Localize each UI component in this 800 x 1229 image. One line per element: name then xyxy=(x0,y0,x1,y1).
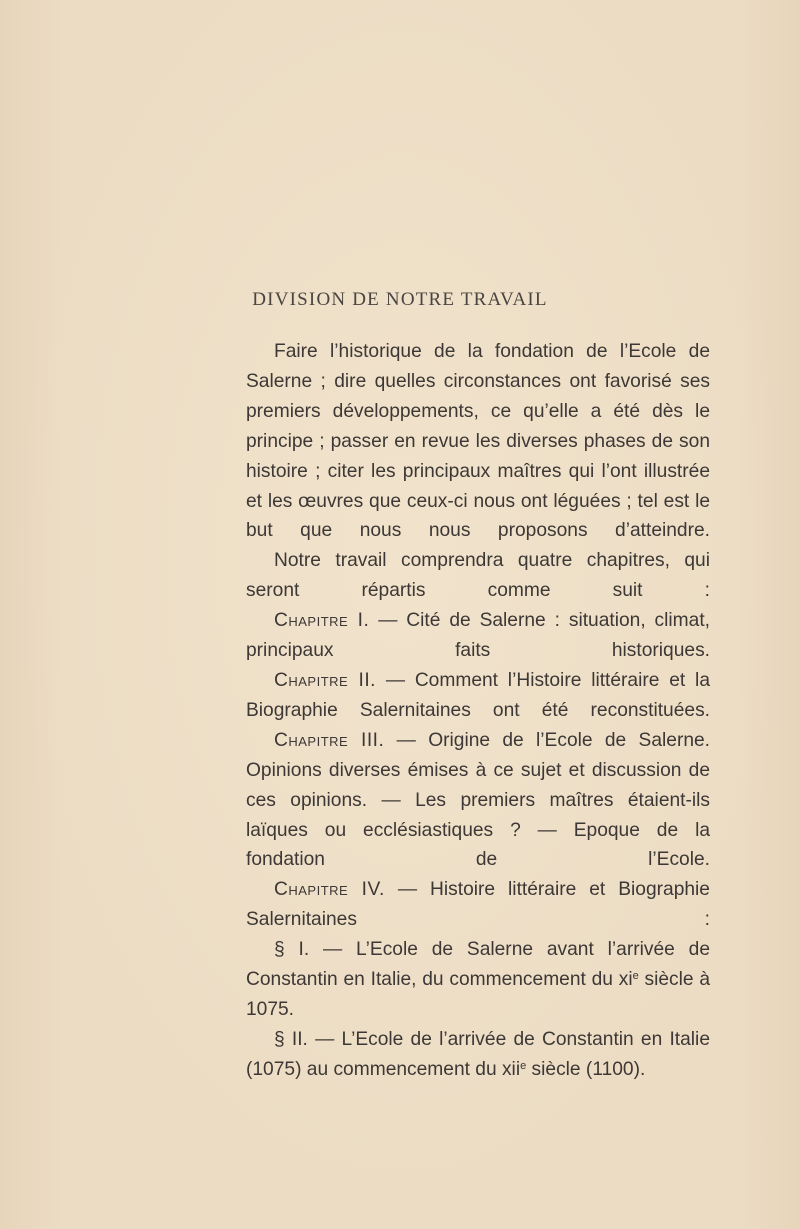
section-1-text-b: siècle à 1075. xyxy=(246,969,710,1020)
chapter-3-paragraph xyxy=(246,726,710,876)
chapter-4-paragraph xyxy=(246,875,710,935)
chapter-2-text: — Comment l’Histoire littéraire et la Biographie Salernitaines ont été reconstituées. xyxy=(246,669,710,721)
body-text xyxy=(246,337,710,1085)
section-1-superscript: e xyxy=(632,970,639,983)
chapter-1-paragraph xyxy=(246,606,710,666)
chapter-4-text: — Histoire littéraire et Biographie Salernitaines : xyxy=(246,879,710,931)
chapter-2-label: Chapitre II. xyxy=(274,669,377,691)
chapter-1-text: — Cité de Salerne : situation, climat, principaux faits historiques. xyxy=(246,610,710,662)
section-2-paragraph xyxy=(246,1025,710,1085)
chapter-3-label: Chapitre III. xyxy=(274,729,385,751)
section-1-text-a: § I. — L’Ecole de Salerne avant l’arrivée de Constantin en Italie, du commencement du xi xyxy=(246,939,710,991)
section-1-paragraph xyxy=(246,935,710,1025)
chapter-1-label: Chapitre I. xyxy=(274,610,370,632)
page-heading: DIVISION DE NOTRE TRAVAIL xyxy=(252,289,548,310)
chapter-3-text: — Origine de l’Ecole de Salerne. Opinions diverses émises à ce sujet et discussion de ces opinions. — Les premiers maîtres étaient-ils laïques ou ecclésiastiques ? — Epoque de la fondation de l’Ecole. xyxy=(246,729,711,871)
chapter-2-paragraph xyxy=(246,666,710,726)
section-2-superscript: e xyxy=(520,1059,527,1072)
section-2-text-b: siècle (1100). xyxy=(526,1058,646,1080)
intro-paragraph: Faire l’historique de la fondation de l’Ecole de Salerne ; dire quelles circonstances ont favorisé ses premiers développements, ce qu’elle a été dès le principe ; passer en revue les diverses phases de son histoire ; citer les principaux maîtres qui l’ont illustrée et les œuvres que ceux-ci nous ont léguées ; tel est le but que nous nous proposons d’atteindre. xyxy=(246,341,710,542)
chapter-4-label: Chapitre IV. xyxy=(274,879,385,901)
section-2-text-a: § II. — L’Ecole de l’arrivée de Constantin en Italie (1075) au commencement du xii xyxy=(246,1028,710,1080)
plan-paragraph: Notre travail comprendra quatre chapitres, qui seront répartis comme suit : xyxy=(246,550,710,602)
